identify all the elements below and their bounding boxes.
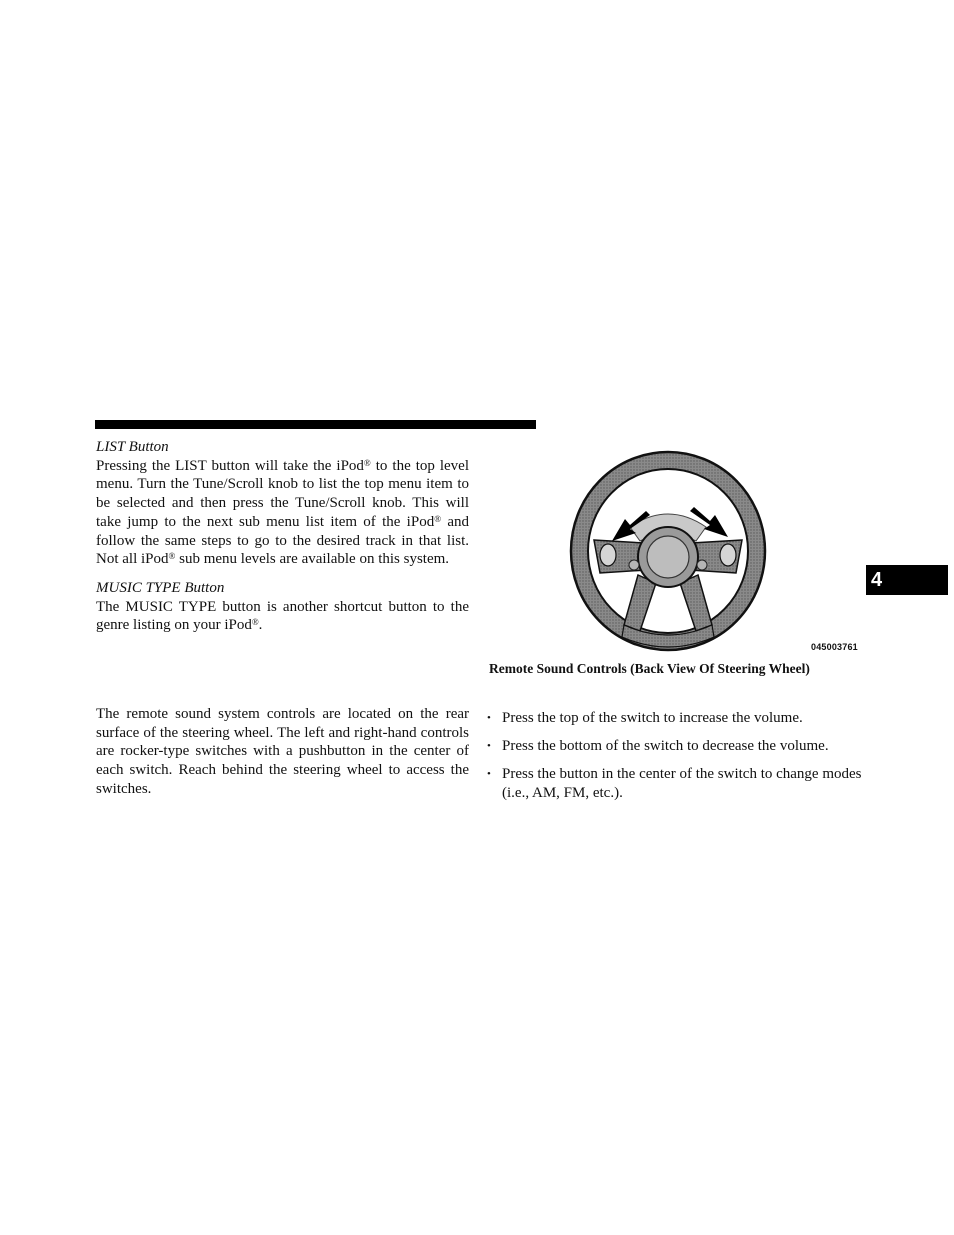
list-item: • Press the button in the center of the switch to change modes (i.e., AM, FM, etc.). — [487, 766, 862, 802]
list-item: • Press the top of the switch to increase the volume. — [487, 710, 803, 726]
list-button-heading: LIST Button — [96, 439, 169, 455]
bullet-list — [487, 709, 862, 812]
list-button-paragraph: Pressing the LIST button will take the iPod® to the top level menu. Turn the Tune/Scroll knob to list the top menu item to be selected and then press the Tune/Scroll knob. This will take jump to the next sub menu list item of the iPod® and follow the same steps to go to the desired track in that list. Not all iPod® sub menu levels are available on this system. — [96, 457, 470, 568]
section-rule — [95, 420, 536, 429]
left-column — [96, 438, 469, 635]
bullet-icon: • — [487, 768, 491, 781]
music-type-paragraph: The MUSIC TYPE button is another shortcut button to the genre listing on your iPod®. — [96, 598, 469, 634]
steering-wheel-figure — [564, 445, 864, 660]
bullet-icon: • — [487, 740, 491, 753]
remote-controls-paragraph: The remote sound system controls are located on the rear surface of the steering wheel. The left and right-hand controls are rocker-type switches with a pushbutton in the center of each switch. Reach behind the steering wheel to access the switches. — [96, 706, 469, 797]
bullet-icon: • — [487, 712, 491, 724]
music-type-heading: MUSIC TYPE Button — [96, 579, 225, 596]
list-item: • Press the bottom of the switch to decrease the volume. — [487, 738, 829, 755]
figure-code: 045003761 — [811, 642, 858, 652]
chapter-tab: 4 — [866, 565, 948, 595]
figure-caption: Remote Sound Controls (Back View Of Steering Wheel) — [489, 661, 810, 676]
steering-wheel-illustration — [564, 445, 864, 660]
